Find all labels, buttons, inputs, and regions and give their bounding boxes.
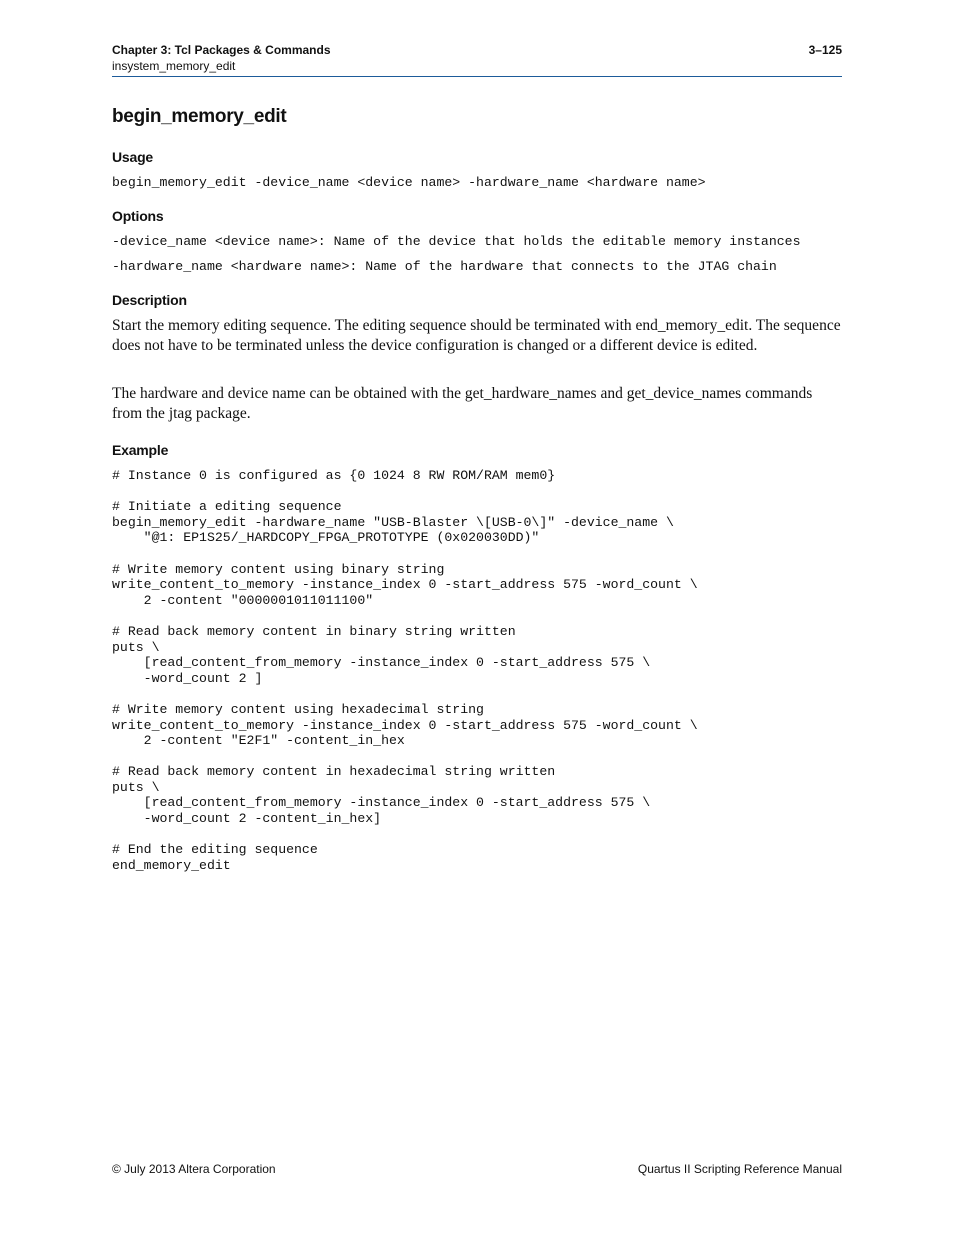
description-paragraph-1: Start the memory editing sequence. The editing sequence should be terminated with end_memory_edit. The sequence does not have to be terminated unless the device configuration is changed or a different device is edited. [112, 317, 841, 354]
option-hardware-name: -hardware_name <hardware name>: Name of the hardware that connects to the JTAG chain [112, 259, 777, 274]
header-rule [112, 76, 842, 77]
description-paragraph-2: The hardware and device name can be obtained with the get_hardware_names and get_device_names commands from the jtag package. [112, 385, 813, 422]
running-header-chapter: Chapter 3: Tcl Packages & Commands [112, 43, 331, 57]
example-heading: Example [112, 442, 169, 458]
page-number: 3–125 [808, 43, 842, 57]
options-heading: Options [112, 208, 164, 224]
footer-manual-title: Quartus II Scripting Reference Manual [637, 1162, 842, 1176]
page-title: begin_memory_edit [112, 106, 287, 127]
running-header-section: insystem_memory_edit [112, 59, 236, 73]
usage-code: begin_memory_edit -device_name <device name> -hardware_name <hardware name> [112, 175, 706, 190]
usage-heading: Usage [112, 149, 154, 165]
example-code-block: # Instance 0 is configured as {0 1024 8 RW ROM/RAM mem0} # Initiate a editing sequence begin_memory_edit -hardware_name "USB-Blaster \[USB-0\]" -device_name \ "@1: EP1S25/_HARDCOPY_FPGA_PROTOTYPE (0x020030DD)" # Write memory content using binary string write_content_to_memory -instance_index 0 -start_address 575 -word_count \ 2 -content "0000001011011100" # Read back memory content in binary string written puts \ [read_content_from_memory -instance_index 0 -start_address 575 \ -word_count 2 ] # Write memory content using hexadecimal string write_content_to_memory -instance_index 0 -start_address 575 -word_count \ 2 -content "E2F1" -content_in_hex # Read back memory content in hexadecimal string written puts \ [read_content_from_memory -instance_index 0 -start_address 575 \ -word_count 2 -content_in_hex] # End the editing sequence end_memory_edit [112, 468, 698, 873]
option-device-name: -device_name <device name>: Name of the device that holds the editable memory instances [112, 234, 801, 249]
description-heading: Description [112, 292, 187, 308]
footer-copyright: © July 2013 Altera Corporation [112, 1162, 276, 1176]
